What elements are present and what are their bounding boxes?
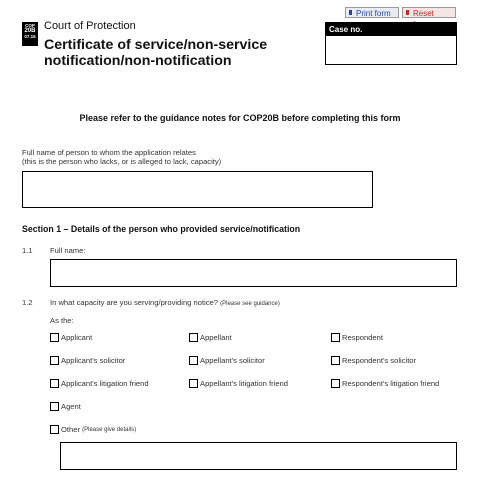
option-label: Agent [61,402,81,411]
person-name-label-2: (this is the person who lacks, or is alleged to lack, capacity) [22,157,222,166]
agent-checkbox[interactable] [50,402,59,411]
applicants-litigation-friend-checkbox[interactable] [50,379,59,388]
appellant-checkbox[interactable] [189,333,198,342]
option-label: Appellant's solicitor [200,356,265,365]
option-applicants-litigation-friend[interactable] [50,379,149,388]
case-number-field[interactable] [326,36,456,65]
option-label: Respondent's litigation friend [342,379,440,388]
as-the-label: As the: [50,316,74,325]
person-name-label-1: Full name of person to whom the application relates [22,148,196,157]
case-number-box [325,22,457,65]
option-label: Respondent's solicitor [342,356,417,365]
full-name-label: Full name: [50,246,86,255]
section-1-title: Section 1 – Details of the person who provided service/notification [22,224,301,234]
applicants-solicitor-checkbox[interactable] [50,356,59,365]
print-form-button[interactable]: Print form [345,7,399,18]
capacity-question [50,298,280,309]
person-name-field[interactable] [22,171,373,208]
guidance-note: Please refer to the guidance notes for COP20B before completing this form [79,113,401,123]
other-details-field[interactable] [60,442,457,470]
capacity-question-text: In what capacity are you serving/providing notice? [50,298,219,307]
badge-line-2: 20B [24,27,36,34]
option-label: Appellant's litigation friend [200,379,288,388]
option-appellants-litigation-friend[interactable] [189,379,288,388]
option-label: Applicant's litigation friend [61,379,149,388]
option-applicant[interactable] [50,333,92,342]
capacity-question-note: (Please see guidance) [220,301,280,307]
question-1-1-number: 1.1 [22,246,33,255]
option-appellant[interactable] [189,333,232,342]
respondents-solicitor-checkbox[interactable] [331,356,340,365]
option-respondents-solicitor[interactable] [331,356,416,365]
option-applicants-solicitor[interactable] [50,356,125,365]
form-title: Certificate of service/non-service notification/non-notification [44,37,268,69]
option-respondents-litigation-friend[interactable] [331,379,439,388]
option-label: Appellant [200,333,232,342]
option-other[interactable] [50,425,136,434]
form-code-badge [22,22,38,46]
court-name: Court of Protection [44,20,136,32]
option-label: Respondent [342,333,383,342]
other-note: (Please give details) [82,426,137,433]
other-label: Other [61,425,80,434]
option-respondent[interactable] [331,333,383,342]
badge-line-1: COP [25,23,35,28]
badge-line-3: 07.15 [24,34,36,40]
question-1-2-number: 1.2 [22,298,33,307]
respondent-checkbox[interactable] [331,333,340,342]
respondents-litigation-friend-checkbox[interactable] [331,379,340,388]
option-label: Applicant [61,333,93,342]
case-number-label: Case no. [326,23,456,36]
option-appellants-solicitor[interactable] [189,356,265,365]
option-label: Applicant's solicitor [61,356,126,365]
applicant-checkbox[interactable] [50,333,59,342]
full-name-field[interactable] [50,259,457,287]
other-checkbox[interactable] [50,425,59,434]
reset-form-button[interactable]: Reset [402,7,456,18]
appellants-litigation-friend-checkbox[interactable] [189,379,198,388]
option-agent[interactable] [50,402,81,411]
appellants-solicitor-checkbox[interactable] [189,356,198,365]
